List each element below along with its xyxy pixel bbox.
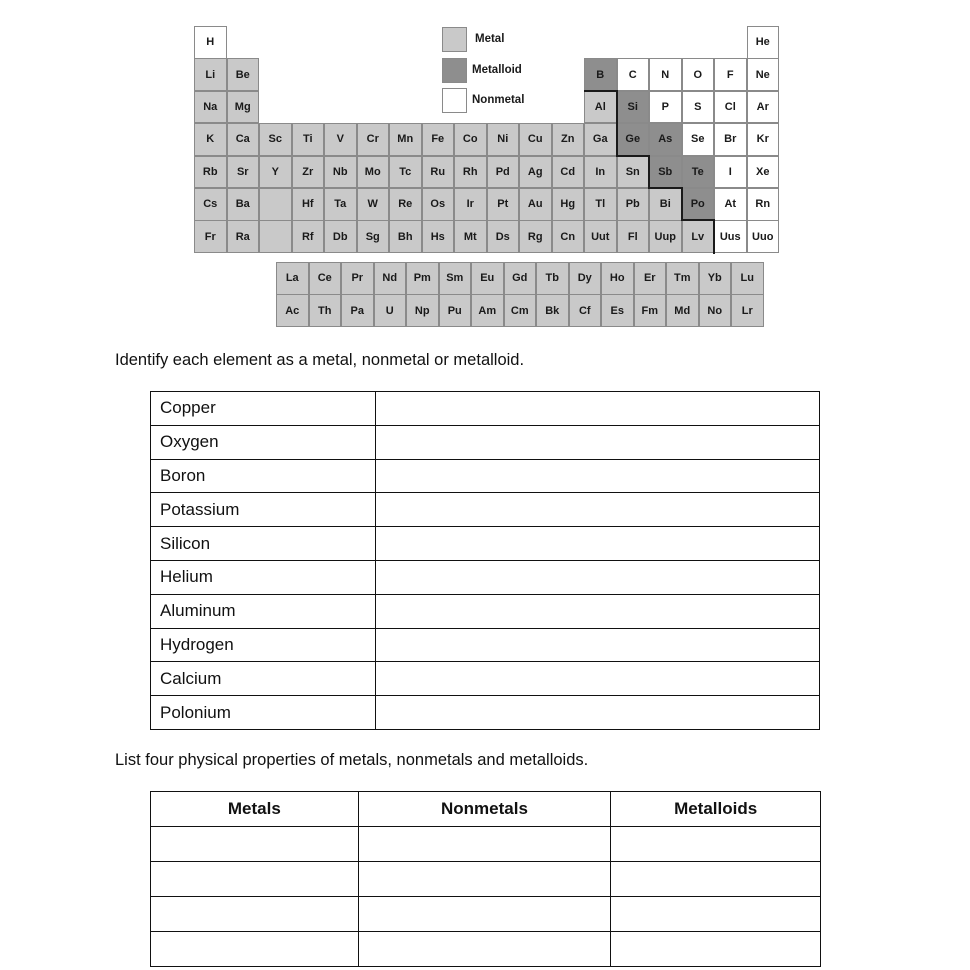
element-cell-uut: Uut	[584, 220, 617, 253]
table-row	[151, 425, 820, 459]
element-cell-am: Am	[471, 294, 504, 327]
legend-label-metal: Metal	[475, 33, 505, 45]
element-cell-nb: Nb	[324, 156, 357, 189]
legend-swatch-metalloid	[442, 58, 467, 83]
element-cell-th: Th	[309, 294, 342, 327]
element-name: Polonium	[151, 696, 376, 730]
question-1-prompt: Identify each element as a metal, nonmetal or metalloid.	[115, 351, 525, 369]
element-cell-kr: Kr	[747, 123, 780, 156]
element-cell-cs: Cs	[194, 188, 227, 221]
element-cell-ho: Ho	[601, 262, 634, 295]
element-name: Boron	[151, 459, 376, 493]
element-cell-bh: Bh	[389, 220, 422, 253]
element-cell-fl: Fl	[617, 220, 650, 253]
metalloids-property-cell[interactable]	[611, 827, 821, 862]
metal-nonmetal-divider-line	[649, 187, 683, 189]
metal-nonmetal-divider-line	[648, 156, 650, 189]
element-cell-ac: Ac	[276, 294, 309, 327]
element-cell-bk: Bk	[536, 294, 569, 327]
table-row	[151, 560, 820, 594]
metals-property-cell[interactable]	[151, 862, 359, 897]
element-cell-ca: Ca	[227, 123, 260, 156]
metal-nonmetal-divider-line	[682, 219, 716, 221]
element-cell-cu: Cu	[519, 123, 552, 156]
element-cell-sb: Sb	[649, 156, 682, 189]
answer-cell[interactable]	[376, 594, 820, 628]
metal-nonmetal-divider-line	[681, 188, 683, 221]
metalloids-property-cell[interactable]	[611, 862, 821, 897]
periodic-table	[0, 0, 970, 340]
element-cell-mo: Mo	[357, 156, 390, 189]
element-cell-er: Er	[634, 262, 667, 295]
table-row	[151, 862, 821, 897]
element-cell-sr: Sr	[227, 156, 260, 189]
answer-cell[interactable]	[376, 527, 820, 561]
metals-property-cell[interactable]	[151, 932, 359, 967]
header-nonmetals: Nonmetals	[358, 792, 611, 827]
element-cell-ta: Ta	[324, 188, 357, 221]
table-row	[151, 493, 820, 527]
element-cell-tb: Tb	[536, 262, 569, 295]
element-cell-al: Al	[584, 91, 617, 124]
answer-cell[interactable]	[376, 696, 820, 730]
element-name: Aluminum	[151, 594, 376, 628]
table-row	[151, 527, 820, 561]
element-name: Copper	[151, 392, 376, 426]
answer-cell[interactable]	[376, 459, 820, 493]
element-cell-v: V	[324, 123, 357, 156]
element-name: Helium	[151, 560, 376, 594]
element-cell-ga: Ga	[584, 123, 617, 156]
element-cell-db: Db	[324, 220, 357, 253]
element-cell-in: In	[584, 156, 617, 189]
element-cell-tc: Tc	[389, 156, 422, 189]
element-cell-ds: Ds	[487, 220, 520, 253]
element-cell-hs: Hs	[422, 220, 455, 253]
element-cell-te: Te	[682, 156, 715, 189]
element-cell-ge: Ge	[617, 123, 650, 156]
element-cell-cn: Cn	[552, 220, 585, 253]
element-cell-uup: Uup	[649, 220, 682, 253]
element-cell-fr: Fr	[194, 220, 227, 253]
element-cell-xe: Xe	[747, 156, 780, 189]
table-row	[151, 392, 820, 426]
element-cell-eu: Eu	[471, 262, 504, 295]
answer-cell[interactable]	[376, 560, 820, 594]
element-cell-nd: Nd	[374, 262, 407, 295]
element-cell-mn: Mn	[389, 123, 422, 156]
element-cell-pm: Pm	[406, 262, 439, 295]
element-cell-co: Co	[454, 123, 487, 156]
element-cell-re: Re	[389, 188, 422, 221]
element-cell-pu: Pu	[439, 294, 472, 327]
element-cell-ni: Ni	[487, 123, 520, 156]
element-cell-sn: Sn	[617, 156, 650, 189]
element-cell-cd: Cd	[552, 156, 585, 189]
element-cell-ar: Ar	[747, 91, 780, 124]
element-cell-na: Na	[194, 91, 227, 124]
element-cell-u: U	[374, 294, 407, 327]
table-row	[151, 932, 821, 967]
element-cell-w: W	[357, 188, 390, 221]
legend-swatch-nonmetal	[442, 88, 467, 113]
answer-cell[interactable]	[376, 392, 820, 426]
metalloids-property-cell[interactable]	[611, 932, 821, 967]
element-cell-i: I	[714, 156, 747, 189]
element-cell-h: H	[194, 26, 227, 59]
table-row	[151, 662, 820, 696]
element-cell-la: La	[276, 262, 309, 295]
element-cell-pr: Pr	[341, 262, 374, 295]
element-cell-os: Os	[422, 188, 455, 221]
nonmetals-property-cell[interactable]	[358, 827, 611, 862]
element-cell-mg: Mg	[227, 91, 260, 124]
answer-cell[interactable]	[376, 493, 820, 527]
element-cell-es: Es	[601, 294, 634, 327]
nonmetals-property-cell[interactable]	[358, 932, 611, 967]
element-cell-lu: Lu	[731, 262, 764, 295]
element-cell-mt: Mt	[454, 220, 487, 253]
element-cell-cl: Cl	[714, 91, 747, 124]
table-row	[151, 594, 820, 628]
element-cell-o: O	[682, 58, 715, 91]
physical-properties-table	[150, 791, 821, 967]
element-cell-ce: Ce	[309, 262, 342, 295]
header-metalloids: Metalloids	[611, 792, 821, 827]
element-name: Calcium	[151, 662, 376, 696]
element-cell-bi: Bi	[649, 188, 682, 221]
element-cell-k: K	[194, 123, 227, 156]
table-row	[151, 696, 820, 730]
legend-label-nonmetal: Nonmetal	[472, 94, 525, 106]
question-2-prompt: List four physical properties of metals, nonmetals and metalloids.	[115, 751, 589, 769]
metals-property-cell[interactable]	[151, 897, 359, 932]
metals-property-cell[interactable]	[151, 827, 359, 862]
element-cell-lr: Lr	[731, 294, 764, 327]
element-cell-at: At	[714, 188, 747, 221]
element-cell-ti: Ti	[292, 123, 325, 156]
identify-elements-table	[150, 391, 820, 730]
table-row	[151, 897, 821, 932]
element-cell-fe: Fe	[422, 123, 455, 156]
element-name: Oxygen	[151, 425, 376, 459]
element-cell-sc: Sc	[259, 123, 292, 156]
nonmetals-property-cell[interactable]	[358, 862, 611, 897]
element-cell-sg: Sg	[357, 220, 390, 253]
element-cell-b: B	[584, 58, 617, 91]
element-cell-cr: Cr	[357, 123, 390, 156]
element-cell-tm: Tm	[666, 262, 699, 295]
element-cell-be: Be	[227, 58, 260, 91]
element-cell-md: Md	[666, 294, 699, 327]
element-cell-rb: Rb	[194, 156, 227, 189]
nonmetals-property-cell[interactable]	[358, 897, 611, 932]
element-cell-dy: Dy	[569, 262, 602, 295]
element-cell-rg: Rg	[519, 220, 552, 253]
element-cell-sm: Sm	[439, 262, 472, 295]
element-cell-fm: Fm	[634, 294, 667, 327]
element-cell-pb: Pb	[617, 188, 650, 221]
element-cell-no: No	[699, 294, 732, 327]
element-cell-ra: Ra	[227, 220, 260, 253]
element-cell-p: P	[649, 91, 682, 124]
element-cell-rf: Rf	[292, 220, 325, 253]
element-cell-pd: Pd	[487, 156, 520, 189]
legend-swatch-metal	[442, 27, 467, 52]
element-cell-po: Po	[682, 188, 715, 221]
element-cell-lv: Lv	[682, 220, 715, 253]
element-cell-uus: Uus	[714, 220, 747, 253]
element-cell-ba: Ba	[227, 188, 260, 221]
metal-nonmetal-divider-line	[584, 90, 618, 92]
element-cell-hf: Hf	[292, 188, 325, 221]
table-row	[151, 827, 821, 862]
element-cell-rh: Rh	[454, 156, 487, 189]
element-cell-zn: Zn	[552, 123, 585, 156]
element-cell-se: Se	[682, 123, 715, 156]
element-name: Potassium	[151, 493, 376, 527]
element-cell-ir: Ir	[454, 188, 487, 221]
element-cell-ne: Ne	[747, 58, 780, 91]
header-metals: Metals	[151, 792, 359, 827]
element-cell-he: He	[747, 26, 780, 59]
element-cell-placeholder	[259, 220, 292, 253]
element-cell-s: S	[682, 91, 715, 124]
element-cell-f: F	[714, 58, 747, 91]
legend-label-metalloid: Metalloid	[472, 64, 522, 76]
element-cell-hg: Hg	[552, 188, 585, 221]
header-row	[151, 792, 821, 827]
element-cell-br: Br	[714, 123, 747, 156]
answer-cell[interactable]	[376, 425, 820, 459]
element-cell-li: Li	[194, 58, 227, 91]
answer-cell[interactable]	[376, 662, 820, 696]
element-cell-ag: Ag	[519, 156, 552, 189]
element-cell-np: Np	[406, 294, 439, 327]
element-cell-tl: Tl	[584, 188, 617, 221]
element-cell-placeholder	[259, 188, 292, 221]
element-cell-yb: Yb	[699, 262, 732, 295]
element-cell-uuo: Uuo	[747, 220, 780, 253]
element-name: Silicon	[151, 527, 376, 561]
metal-nonmetal-divider-line	[713, 220, 715, 253]
element-cell-as: As	[649, 123, 682, 156]
answer-cell[interactable]	[376, 628, 820, 662]
metalloids-property-cell[interactable]	[611, 897, 821, 932]
metal-nonmetal-divider-line	[617, 155, 651, 157]
element-cell-ru: Ru	[422, 156, 455, 189]
table-row	[151, 628, 820, 662]
element-cell-cf: Cf	[569, 294, 602, 327]
element-cell-pa: Pa	[341, 294, 374, 327]
element-cell-cm: Cm	[504, 294, 537, 327]
element-cell-zr: Zr	[292, 156, 325, 189]
element-cell-pt: Pt	[487, 188, 520, 221]
metal-nonmetal-divider-line	[616, 91, 618, 157]
element-cell-au: Au	[519, 188, 552, 221]
table-row	[151, 459, 820, 493]
element-name: Hydrogen	[151, 628, 376, 662]
element-cell-n: N	[649, 58, 682, 91]
element-cell-y: Y	[259, 156, 292, 189]
element-cell-gd: Gd	[504, 262, 537, 295]
element-cell-si: Si	[617, 91, 650, 124]
element-cell-rn: Rn	[747, 188, 780, 221]
element-cell-c: C	[617, 58, 650, 91]
